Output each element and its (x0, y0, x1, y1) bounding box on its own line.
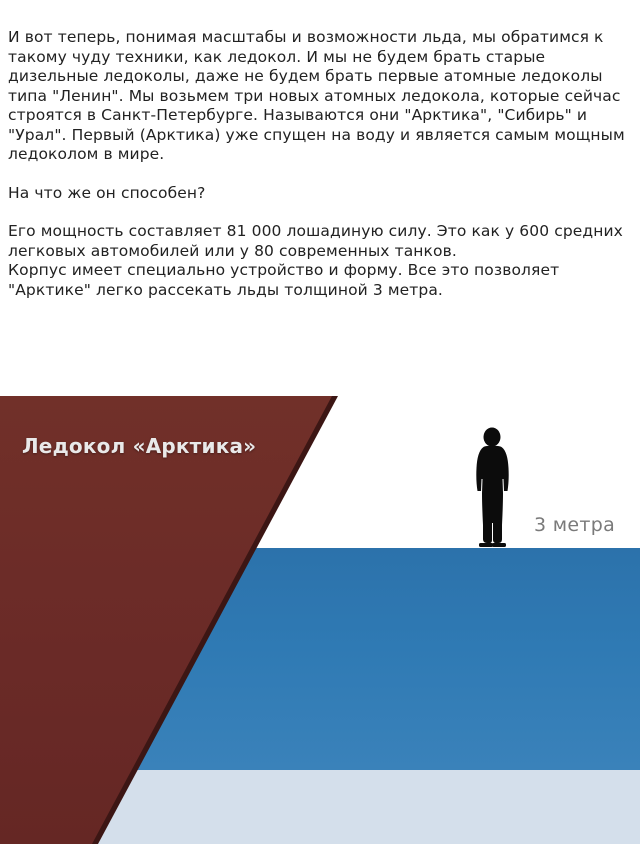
paragraph-1: И вот теперь, понимая масштабы и возможности льда, мы обратимся к такому чуду техники, как ледокол. И мы не будем брать старые дизельные ледоколы, даже не будем брать первые атомные ледоколы типа "Ленин". Мы возьмем три новых атомных ледокола, которые сейчас строятся в Санкт-Петербурге. Называются они "Арктика", "Сибирь" и "Урал". Первый (Арктика) уже спущен на воду и является самым мощным ледоколом в мире. (8, 28, 625, 163)
ship-name-label: Ледокол «Арктика» (22, 434, 257, 458)
ice-thickness-label: 3 метра (534, 514, 616, 536)
paragraph-3: Его мощность составляет 81 000 лошадиную силу. Это как у 600 средних легковых автомобилей или у 80 современных танков. (8, 222, 623, 260)
standing-person-silhouette-icon (466, 427, 518, 548)
paragraph-4: Корпус имеет специально устройство и форму. Все это позволяет "Арктике" легко рассекать льды толщиной 3 метра. (8, 261, 560, 299)
icebreaker-illustration (0, 396, 640, 844)
paragraph-2: На что же он способен? (8, 183, 206, 202)
article-text (0, 0, 640, 300)
